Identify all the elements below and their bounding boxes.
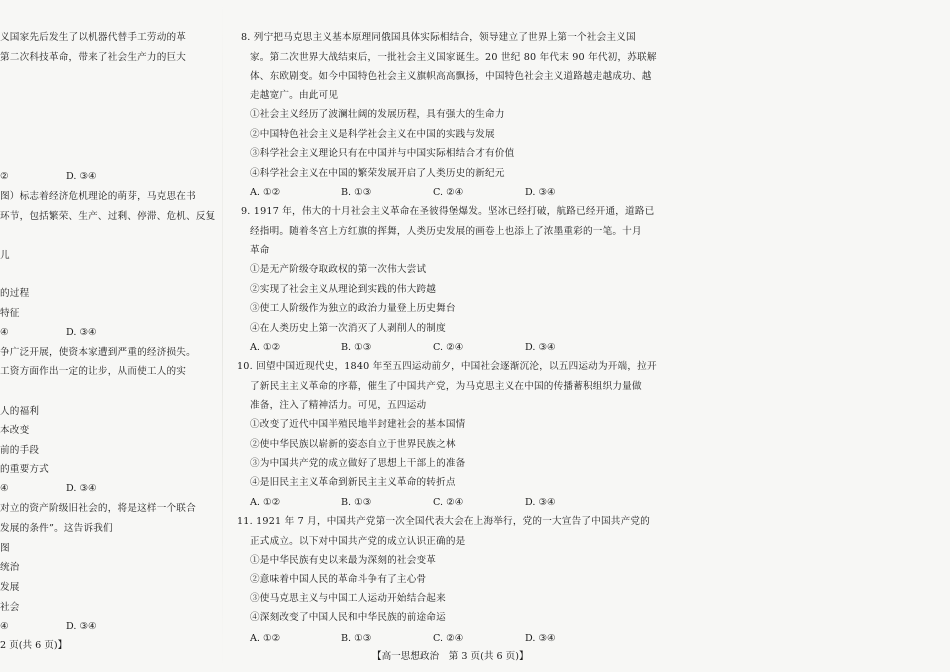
left-line: 环节，包括繁荣、生产、过剩、停滞、危机、反复 (0, 211, 216, 222)
question-text-line: 革命 (250, 245, 270, 256)
left-line: 第二次科技革命，带来了社会生产力的巨大 (0, 52, 187, 63)
option-b: B. ①③ (341, 633, 372, 644)
left-line: 本改变 (0, 425, 30, 436)
option-c: C. ②④ (433, 342, 464, 353)
left-line: ④ (0, 621, 9, 632)
left-line: 人的福利 (0, 406, 40, 417)
question-text-line: 经指明。随着冬宫上方红旗的挥舞，人类历史发展的画卷上也添上了浓墨重彩的一笔。十月 (250, 226, 642, 237)
option-a: A. ①② (250, 342, 281, 353)
left-option-d: D. ③④ (66, 327, 97, 338)
question-text-line: 正式成立。以下对中国共产党的成立认识正确的是 (250, 536, 466, 547)
question-text-line: 9. 1917 年，伟大的十月社会主义革命在圣彼得堡爆发。坚冰已经打破，航路已经开通，道路已 (241, 206, 655, 217)
option-c: C. ②④ (433, 187, 464, 198)
statement-item: ③科学社会主义理论只有在中国并与中国实际相结合才有价值 (250, 148, 515, 159)
question-text-line: 体、东欧剧变。如今中国特色社会主义旗帜高高飘扬，中国特色社会主义道路越走越成功、越 (250, 71, 652, 82)
statement-item: ①改变了近代中国半殖民地半封建社会的基本国情 (250, 419, 466, 430)
question-text-line: 准备，注入了精神活力。可见，五四运动 (250, 400, 427, 411)
left-line: 特征 (0, 308, 20, 319)
statement-item: ④深刻改变了中国人民和中华民族的前途命运 (250, 612, 446, 623)
statement-item: ③使工人阶级作为独立的政治力量登上历史舞台 (250, 303, 456, 314)
statement-item: ③为中国共产党的成立做好了思想上干部上的准备 (250, 458, 466, 469)
option-c: C. ②④ (433, 497, 464, 508)
question-text-line: 家。第二次世界大战结束后，一批社会主义国家诞生。20 世纪 80 年代末 90 年代初，苏联解 (250, 52, 657, 63)
left-line: 发展的条件”。这告诉我们 (0, 523, 113, 534)
page-footer: 【高一思想政治 第 3 页(共 6 页)】 (372, 651, 529, 662)
option-d: D. ③④ (525, 633, 556, 644)
left-line: 对立的资产阶级旧社会的，将是这样一个联合 (0, 503, 196, 514)
left-line: 义国家先后发生了以机器代替手工劳动的革 (0, 32, 187, 43)
question-text-line: 11. 1921 年 7 月，中国共产党第一次全国代表大会在上海举行，党的一大宣告了中国共产党的 (237, 516, 650, 527)
left-line: ④ (0, 483, 9, 494)
left-line: 发展 (0, 582, 20, 593)
left-option-d: D. ③④ (66, 483, 97, 494)
option-d: D. ③④ (525, 342, 556, 353)
statement-item: ①社会主义经历了波澜壮阔的发展历程，具有强大的生命力 (250, 109, 505, 120)
left-page-footer: 2 页(共 6 页)】 (0, 640, 68, 651)
left-line: 社会 (0, 602, 20, 613)
left-line: 图）标志着经济危机理论的萌芽，马克思在书 (0, 191, 196, 202)
statement-item: ②意味着中国人民的革命斗争有了主心骨 (250, 574, 427, 585)
statement-item: ②中国特色社会主义是科学社会主义在中国的实践与发展 (250, 129, 495, 140)
option-c: C. ②④ (433, 633, 464, 644)
left-line: 的过程 (0, 288, 30, 299)
left-line: 图 (0, 543, 10, 554)
question-text-line: 8. 列宁把马克思主义基本原理同俄国具体实际相结合，领导建立了世界上第一个社会主义国 (241, 32, 636, 43)
left-option-d: D. ③④ (66, 171, 97, 182)
statement-item: ④在人类历史上第一次消灭了人剥削人的制度 (250, 323, 446, 334)
left-line: ④ (0, 327, 9, 338)
left-option-d: D. ③④ (66, 621, 97, 632)
statement-item: ①是无产阶级夺取政权的第一次伟大尝试 (250, 264, 427, 275)
question-text-line: 了新民主主义革命的序幕，催生了中国共产党，为马克思主义在中国的传播蓄积组织力量做 (250, 381, 642, 392)
page-fold (222, 0, 223, 672)
statement-item: ②实现了社会主义从理论到实践的伟大跨越 (250, 284, 437, 295)
left-line: 的重要方式 (0, 464, 49, 475)
option-b: B. ①③ (341, 342, 372, 353)
left-line: ② (0, 171, 9, 182)
left-line: 儿 (0, 250, 10, 261)
statement-item: ②使中华民族以崭新的姿态自立于世界民族之林 (250, 439, 456, 450)
left-line: 统治 (0, 562, 20, 573)
left-line: 工资方面作出一定的让步，从而使工人的实 (0, 366, 187, 377)
option-b: B. ①③ (341, 187, 372, 198)
left-line: 前的手段 (0, 445, 40, 456)
option-b: B. ①③ (341, 497, 372, 508)
statement-item: ④科学社会主义在中国的繁荣发展开启了人类历史的新纪元 (250, 168, 505, 179)
statement-item: ④是旧民主主义革命到新民主主义革命的转折点 (250, 477, 456, 488)
statement-item: ①是中华民族有史以来最为深刻的社会变革 (250, 555, 437, 566)
option-a: A. ①② (250, 187, 281, 198)
option-a: A. ①② (250, 497, 281, 508)
statement-item: ③使马克思主义与中国工人运动开始结合起来 (250, 593, 446, 604)
question-text-line: 10. 回望中国近现代史，1840 年至五四运动前夕，中国社会逐渐沉沦，以五四运动为开端，拉开 (237, 361, 657, 372)
left-line: 争广泛开展，使资本家遭到严重的经济损失。 (0, 347, 196, 358)
option-a: A. ①② (250, 633, 281, 644)
question-text-line: 走越宽广。由此可见 (250, 90, 339, 101)
option-d: D. ③④ (525, 497, 556, 508)
option-d: D. ③④ (525, 187, 556, 198)
